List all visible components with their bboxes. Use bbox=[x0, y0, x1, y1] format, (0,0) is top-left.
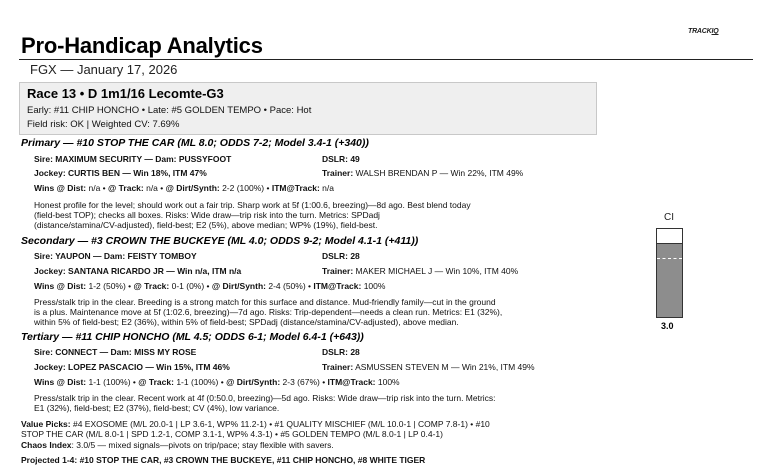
pick-jockey: Jockey: LOPEZ PASCACIO — Win 15%, ITM 46% bbox=[34, 362, 230, 372]
pick-analysis: Press/stalk trip in the clear. Breeding is a strong match for this surface and distance. Mud-friendly family—cut in the ground is a plus. Maintenance move at 5f (1:02.6, breezing)—7d ago. Risks: Trip-dependent—needs a clean run. Metrics: E1 (32%), within 5% of field-best; E2 (36%), within 5% of field-best; SPDadj (distance/stamina/CV-adjusted), above median. bbox=[34, 297, 503, 327]
pick-heading-tertiary: Tertiary — #11 CHIP HONCHO (ML 4.5; ODDS 6-1; Model 6.4-1 (+643)) bbox=[21, 331, 364, 343]
ci-gauge bbox=[656, 228, 683, 318]
projected-finish: Projected 1-4: #10 STOP THE CAR, #3 CROWN THE BUCKEYE, #11 CHIP HONCHO, #8 WHITE TIGER bbox=[21, 455, 426, 465]
pick-sire: Sire: YAUPON — Dam: FEISTY TOMBOY bbox=[34, 251, 197, 261]
race-field-risk: Field risk: OK | Weighted CV: 7.69% bbox=[27, 119, 180, 130]
pick-jockey: Jockey: SANTANA RICARDO JR — Win n/a, ITM n/a bbox=[34, 266, 242, 276]
pick-dslr: DSLR: 49 bbox=[322, 154, 360, 164]
race-title: Race 13 • D 1m1/16 Lecomte-G3 bbox=[27, 86, 224, 101]
pick-sire: Sire: CONNECT — Dam: MISS MY ROSE bbox=[34, 347, 197, 357]
subtitle-bar bbox=[19, 59, 753, 79]
pick-trainer: Trainer: ASMUSSEN STEVEN M — Win 21%, ITM 49% bbox=[322, 362, 535, 372]
pick-analysis: Honest profile for the level; should work out a fair trip. Sharp work at 5f (1:00.6, breezing)—8d ago. Best blend today (field-best TOP); checks all boxes. Risks: Wide draw—trip risk into the turn. Metrics: SPDadj (distance/stamina/CV-adjusted), field-best; E2 (5%), above median; WP% (19%), field-best. bbox=[34, 200, 471, 230]
pick-jockey: Jockey: CURTIS BEN — Win 18%, ITM 47% bbox=[34, 168, 207, 178]
pick-sire: Sire: MAXIMUM SECURITY — Dam: PUSSYFOOT bbox=[34, 154, 232, 164]
value-picks-line-2: STOP THE CAR (M/L 8.0-1 | SPD 1.2-1, COMP 3.1-1, WP% 4.3-1) • #5 GOLDEN TEMPO (M/L 8.0-1 | LP 0.4-1) bbox=[21, 429, 443, 439]
ci-label: CI bbox=[664, 212, 674, 223]
ci-gauge-empty bbox=[657, 229, 682, 244]
pick-trainer: Trainer: MAKER MICHAEL J — Win 10%, ITM 40% bbox=[322, 266, 519, 276]
page-title: Pro-Handicap Analytics bbox=[21, 33, 263, 58]
brand-logo: TRACKIQ bbox=[688, 28, 719, 35]
page-subtitle: FGX — January 17, 2026 bbox=[30, 62, 178, 77]
ci-value: 3.0 bbox=[661, 321, 674, 331]
value-picks-line-1: Value Picks: #4 EXOSOME (M/L 20.0-1 | LP 3.6-1, WP% 11.2-1) • #1 QUALITY MISCHIEF (M/L 10.0-1 | COMP 7.8-1) • #10 bbox=[21, 419, 490, 429]
pick-wins-line: Wins @ Dist: 1-2 (50%) • @ Track: 0-1 (0%) • @ Dirt/Synth: 2-4 (50%) • ITM@Track: 100% bbox=[34, 281, 386, 291]
race-pace-summary: Early: #11 CHIP HONCHO • Late: #5 GOLDEN TEMPO • Pace: Hot bbox=[27, 105, 312, 116]
chaos-index: Chaos Index: 3.0/5 — mixed signals—pivots on trip/pace; stay flexible with savers. bbox=[21, 440, 334, 450]
pick-dslr: DSLR: 28 bbox=[322, 251, 360, 261]
pick-analysis: Press/stalk trip in the clear. Recent work at 4f (0:50.0, breezing)—5d ago. Risks: Wide draw—trip risk into the turn. Metrics: E1 (32%), field-best; E2 (37%), field-best; CV (4%), low variance. bbox=[34, 393, 496, 413]
pick-wins-line: Wins @ Dist: n/a • @ Track: n/a • @ Dirt/Synth: 2-2 (100%) • ITM@Track: n/a bbox=[34, 183, 334, 193]
pick-trainer: Trainer: WALSH BRENDAN P — Win 22%, ITM 49% bbox=[322, 168, 524, 178]
pick-heading-secondary: Secondary — #3 CROWN THE BUCKEYE (ML 4.0; ODDS 9-2; Model 4.1-1 (+411)) bbox=[21, 235, 419, 247]
ci-gauge-fill bbox=[657, 259, 682, 317]
ci-gauge-fill-marker bbox=[657, 244, 682, 259]
pick-wins-line: Wins @ Dist: 1-1 (100%) • @ Track: 1-1 (100%) • @ Dirt/Synth: 2-3 (67%) • ITM@Track: 100% bbox=[34, 377, 400, 387]
race-summary-box bbox=[19, 82, 597, 135]
pick-dslr: DSLR: 28 bbox=[322, 347, 360, 357]
pick-heading-primary: Primary — #10 STOP THE CAR (ML 8.0; ODDS 7-2; Model 3.4-1 (+340)) bbox=[21, 137, 369, 149]
